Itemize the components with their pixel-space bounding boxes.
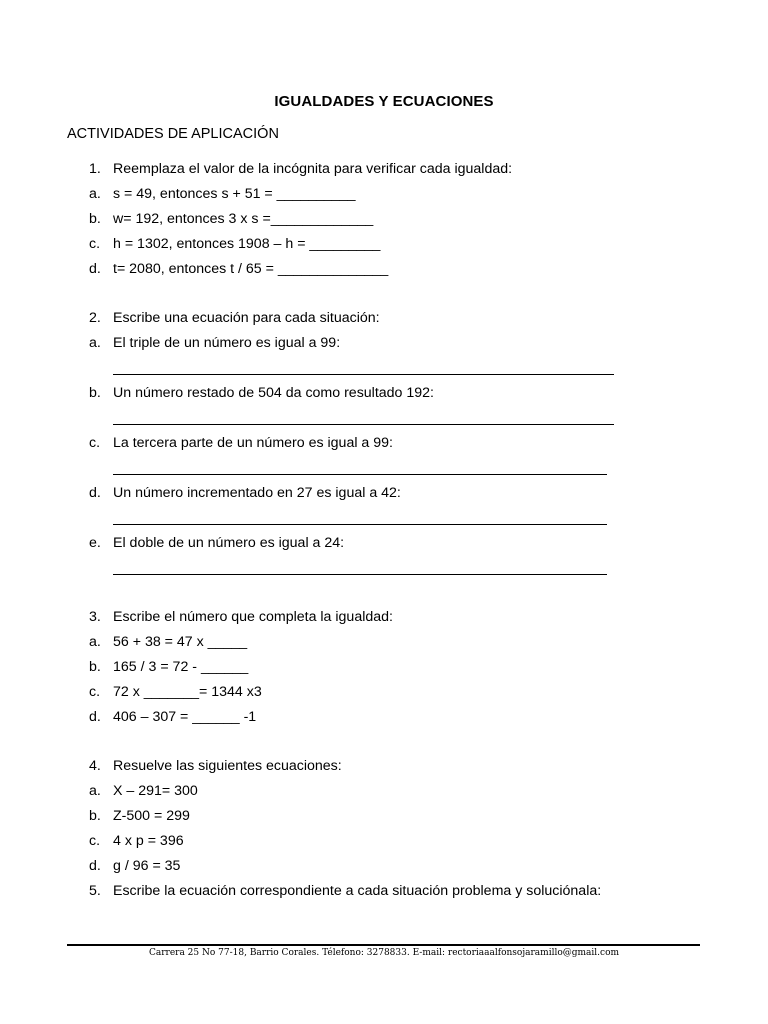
item-text: w= 192, entonces 3 x s =_____________ — [113, 211, 374, 227]
item-marker: b. — [89, 211, 101, 227]
item-text: g / 96 = 35 — [113, 858, 181, 874]
item-marker: b. — [89, 659, 101, 675]
question-text: Escribe la ecuación correspondiente a cada situación problema y soluciónala: — [113, 883, 602, 899]
item-text: El triple de un número es igual a 99: — [113, 335, 341, 351]
item-text: Un número restado de 504 da como resultado 192: — [113, 385, 434, 401]
item-marker: c. — [89, 435, 101, 451]
item-marker: a. — [89, 335, 101, 351]
item-marker: a. — [89, 186, 101, 202]
question-number: 5. — [89, 883, 101, 899]
item-text: s = 49, entonces s + 51 = __________ — [113, 186, 356, 202]
item-text: Z-500 = 299 — [113, 808, 190, 824]
answer-line — [113, 574, 607, 575]
item-text: La tercera parte de un número es igual a 99: — [113, 435, 393, 451]
item-marker: d. — [89, 858, 101, 874]
question-text: Escribe el número que completa la igualdad: — [113, 609, 393, 625]
item-marker: a. — [89, 783, 101, 799]
item-marker: b. — [89, 385, 101, 401]
section-subtitle: ACTIVIDADES DE APLICACIÓN — [67, 126, 279, 142]
item-text: t= 2080, entonces t / 65 = ______________ — [113, 261, 389, 277]
answer-line — [113, 374, 614, 375]
footer-contact: Carrera 25 No 77-18, Barrio Corales. Télefono: 3278833. E-mail: rectoriaaalfonsojaramillo@gmail.com — [148, 948, 620, 958]
item-text: El doble de un número es igual a 24: — [113, 535, 345, 551]
item-text: 406 – 307 = ______ -1 — [113, 709, 257, 725]
question-number: 1. — [89, 161, 101, 177]
question-text: Escribe una ecuación para cada situación: — [113, 310, 380, 326]
question-number: 3. — [89, 609, 101, 625]
item-marker: d. — [89, 485, 101, 501]
answer-line — [113, 424, 614, 425]
item-marker: c. — [89, 684, 101, 700]
item-text: 4 x p = 396 — [113, 833, 184, 849]
item-text: h = 1302, entonces 1908 – h = _________ — [113, 236, 381, 252]
item-marker: b. — [89, 808, 101, 824]
answer-line — [113, 524, 607, 525]
item-text: Un número incrementado en 27 es igual a 42: — [113, 485, 401, 501]
question-number: 4. — [89, 758, 101, 774]
item-text: 72 x _______= 1344 x3 — [113, 684, 262, 700]
item-marker: c. — [89, 236, 101, 252]
item-marker: c. — [89, 833, 101, 849]
question-text: Reemplaza el valor de la incógnita para verificar cada igualdad: — [113, 161, 513, 177]
question-number: 2. — [89, 310, 101, 326]
item-marker: d. — [89, 709, 101, 725]
footer-divider — [67, 944, 700, 946]
document-title: IGUALDADES Y ECUACIONES — [274, 93, 494, 110]
question-text: Resuelve las siguientes ecuaciones: — [113, 758, 342, 774]
item-marker: a. — [89, 634, 101, 650]
item-text: 165 / 3 = 72 - ______ — [113, 659, 249, 675]
item-text: X – 291= 300 — [113, 783, 198, 799]
item-marker: d. — [89, 261, 101, 277]
answer-line — [113, 474, 607, 475]
item-text: 56 + 38 = 47 x _____ — [113, 634, 248, 650]
item-marker: e. — [89, 535, 101, 551]
